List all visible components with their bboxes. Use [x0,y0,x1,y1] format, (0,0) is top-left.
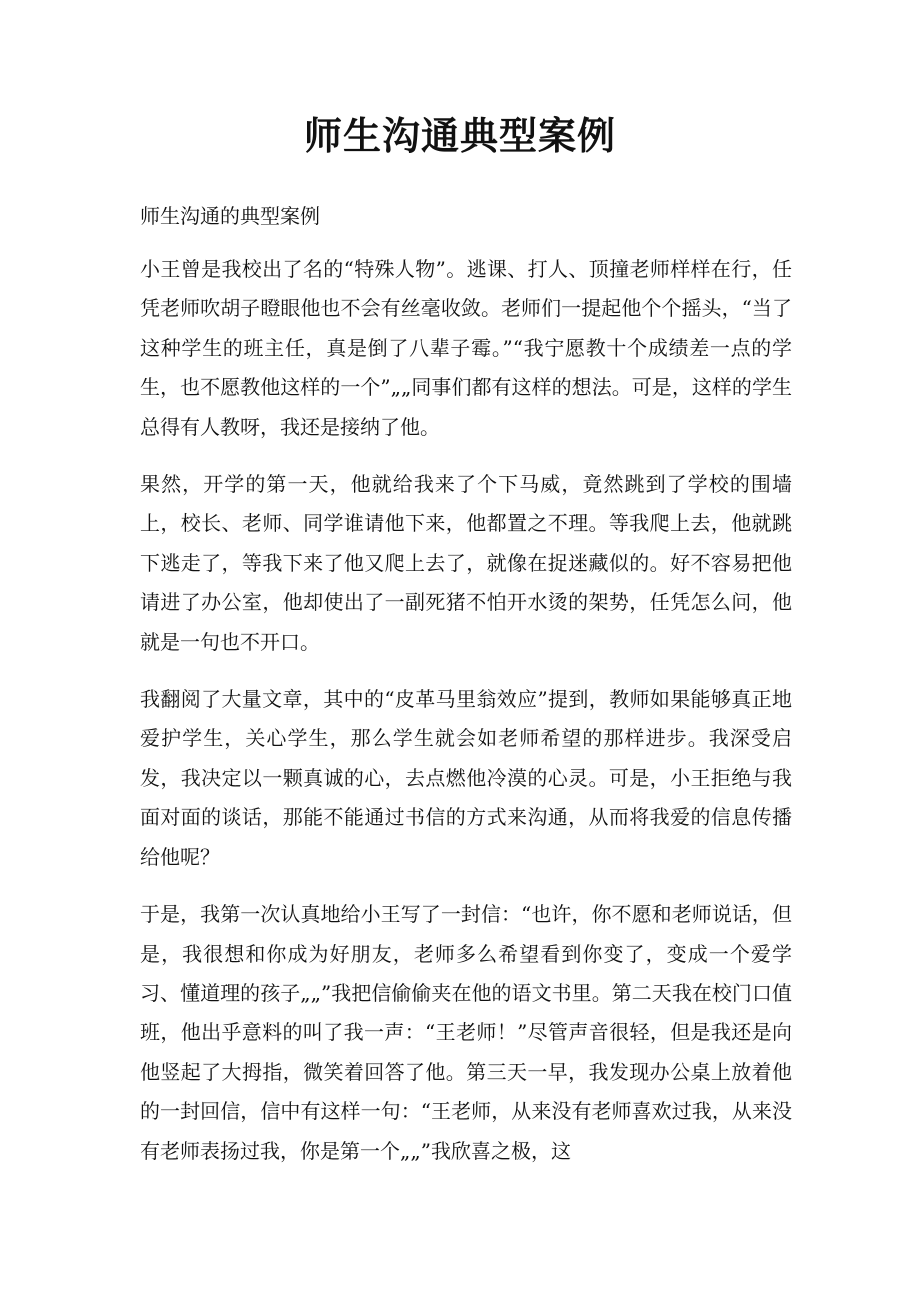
paragraph: 小王曾是我校出了名的“特殊人物”。逃课、打人、顶撞老师样样在行，任凭老师吹胡子瞪眼他也不会有丝毫收敛。老师们一提起他个个摇头，“当了这种学生的班主任，真是倒了八辈子霉。”“我宁愿教十个成绩差一点的学生，也不愿教他这样的一个”„„同事们都有这样的想法。可是，这样的学生总得有人教呀，我还是接纳了他。 [140,257,792,439]
paragraph: 我翻阅了大量文章，其中的“皮革马里翁效应”提到，教师如果能够真正地爱护学生，关心学生，那么学生就会如老师希望的那样进步。我深受启发，我决定以一颗真诚的心，去点燃他冷漠的心灵。可是，小王拒绝与我面对面的谈话，那能不能通过书信的方式来沟通，从而将我爱的信息传播给他呢？ [140,687,792,869]
paragraph: 于是，我第一次认真地给小王写了一封信：“也许，你不愿和老师说话，但是，我很想和你成为好朋友，老师多么希望看到你变了，变成一个爱学习、懂道理的孩子„„”我把信偷偷夹在他的语文书里。第二天我在校门口值班，他出乎意料的叫了我一声：“王老师！”尽管声音很轻，但是我还是向他竖起了大拇指，微笑着回答了他。第三天一早，我发现办公桌上放着他的一封回信，信中有这样一句：“王老师，从来没有老师喜欢过我，从来没有老师表扬过我，你是第一个„„”我欣喜之极，这 [140,902,792,1163]
paragraph: 果然，开学的第一天，他就给我来了个下马威，竟然跳到了学校的围墙上，校长、老师、同学谁请他下来，他都置之不理。等我爬上去，他就跳下逃走了，等我下来了他又爬上去了，就像在捉迷藏似的。好不容易把他请进了办公室，他却使出了一副死猪不怕开水烫的架势，任凭怎么问，他就是一句也不开口。 [140,472,792,654]
document-title: 师生沟通典型案例 [303,113,616,158]
document-body [140,250,792,1189]
document-subtitle: 师生沟通的典型案例 [140,204,320,228]
